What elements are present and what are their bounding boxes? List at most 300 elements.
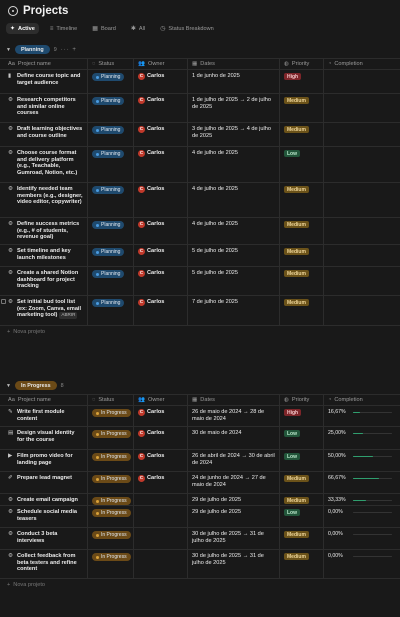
cell-dates[interactable] [188, 506, 280, 527]
project-name-wrap [8, 409, 83, 422]
gear-icon: ⚙ [8, 186, 14, 192]
project-name [17, 409, 83, 422]
project-name-text: Design visual identity for the course [17, 430, 75, 443]
status-badge [92, 531, 131, 539]
cell-dates[interactable] [188, 296, 280, 325]
completion [328, 531, 396, 538]
column-header-owner[interactable] [134, 395, 188, 405]
progress-bar [353, 500, 392, 502]
owner-name: Carlos [147, 248, 165, 255]
status-badge [92, 453, 131, 461]
cell-status[interactable] [88, 427, 134, 449]
status-dot-icon [96, 500, 99, 503]
cell-owner[interactable] [134, 123, 188, 146]
cell-status[interactable] [88, 123, 134, 146]
owner [138, 299, 164, 306]
progress-bar [353, 556, 392, 558]
bookmark-icon: ▮ [8, 73, 12, 79]
column-header-label: Dates [200, 397, 215, 403]
status-label: Planning [101, 74, 121, 80]
completion-percent: 25,00% [328, 430, 346, 436]
cell-project-name[interactable] [0, 183, 88, 217]
status-label: Planning [101, 151, 121, 157]
column-header-label: Project name [17, 61, 51, 67]
all-icon: ✱ [130, 26, 136, 32]
status-label: Planning [101, 249, 121, 255]
cell-owner[interactable] [134, 267, 188, 295]
cell-status[interactable] [88, 70, 134, 93]
gear-icon: ⚙ [8, 553, 14, 559]
status-dot-icon [96, 433, 99, 436]
cell-priority[interactable] [280, 450, 324, 471]
cell-project-name[interactable] [0, 94, 88, 122]
cell-priority[interactable] [280, 183, 324, 217]
cell-status[interactable] [88, 218, 134, 244]
table-row[interactable] [0, 296, 400, 326]
owner-name: Carlos [147, 299, 165, 306]
table-row[interactable] [0, 494, 400, 506]
owner [138, 73, 164, 80]
column-header-name[interactable] [0, 395, 88, 405]
view-tab-active[interactable] [6, 23, 39, 34]
cell-project-name[interactable] [0, 147, 88, 182]
column-header-completion[interactable] [324, 395, 400, 405]
progress-bar-fill [353, 478, 379, 480]
table-row[interactable] [0, 550, 400, 579]
view-tab-status-breakdown[interactable] [156, 23, 218, 34]
owner [138, 475, 164, 482]
table-row[interactable] [0, 245, 400, 267]
date-range: 29 de julho de 2025 [192, 509, 242, 515]
completion-percent: 16,67% [328, 409, 346, 415]
owner-name: Carlos [147, 150, 165, 157]
cell-project-name[interactable] [0, 472, 88, 493]
status-dot-icon [96, 273, 99, 276]
cell-project-name[interactable] [0, 494, 88, 505]
plus-icon: + [7, 329, 11, 335]
new-project-button[interactable] [0, 326, 400, 338]
priority-badge: Medium [284, 221, 309, 228]
cell-status[interactable] [88, 245, 134, 266]
cell-dates[interactable] [188, 406, 280, 426]
cell-project-name[interactable] [0, 506, 88, 527]
priority-badge: Medium [284, 126, 309, 133]
cell-priority[interactable] [280, 218, 324, 244]
status-label: In Progress [101, 476, 127, 482]
cell-priority[interactable] [280, 296, 324, 325]
cell-dates[interactable] [188, 183, 280, 217]
avatar: C [139, 150, 144, 156]
status-dot-icon [96, 478, 99, 481]
cell-dates[interactable] [188, 267, 280, 295]
priority-badge: Low [284, 430, 300, 437]
column-header-label: Status [98, 61, 115, 67]
pencil-icon: ✎ [8, 409, 13, 415]
cell-owner[interactable] [134, 450, 188, 471]
cell-project-name[interactable] [0, 528, 88, 549]
cell-priority[interactable] [280, 550, 324, 578]
priority-badge: Low [284, 150, 300, 157]
column-header-label: Status [98, 397, 115, 403]
cell-project-name[interactable] [0, 427, 88, 449]
cell-owner[interactable] [134, 550, 188, 578]
owner [138, 248, 164, 255]
cell-project-name[interactable] [0, 70, 88, 93]
project-name-text: Identify needed team members (e.g., designer, video editor, copywriter) [17, 186, 83, 206]
cell-completion [324, 267, 400, 295]
project-name [17, 248, 83, 261]
owner-name: Carlos [147, 475, 165, 482]
project-name-wrap [8, 126, 83, 139]
gear-icon: ⚙ [8, 270, 14, 276]
avatar: C [139, 409, 144, 415]
status-dot-icon [96, 189, 99, 192]
owner-icon: 👥 [138, 397, 145, 403]
view-tab-board[interactable] [88, 23, 120, 34]
project-name-wrap [8, 150, 83, 176]
view-tab-all[interactable] [127, 23, 149, 34]
cell-project-name[interactable] [0, 450, 88, 471]
completion-percent: 66,67% [328, 475, 346, 481]
completion-percent: 0,00% [328, 509, 343, 515]
project-name-wrap [8, 270, 83, 290]
status-badge [92, 475, 131, 483]
cell-dates[interactable] [188, 450, 280, 471]
date-range: 1 de junho de 2025 [192, 73, 240, 79]
cell-status[interactable] [88, 450, 134, 471]
table-row[interactable] [0, 472, 400, 494]
column-header-dates[interactable] [188, 59, 280, 69]
cell-status[interactable] [88, 94, 134, 122]
video-icon: ▶ [8, 453, 13, 459]
column-header-owner[interactable] [134, 59, 188, 69]
status-label: Planning [101, 271, 121, 277]
date-range: 3 de julho de 2025 → 4 de julho de 2025 [192, 126, 271, 139]
cell-owner[interactable] [134, 94, 188, 122]
project-name-text: Film promo video for landing page [17, 453, 73, 466]
project-name-text: Create email campaign [17, 497, 78, 503]
cell-dates[interactable] [188, 70, 280, 93]
cell-dates[interactable] [188, 147, 280, 182]
project-name [17, 430, 83, 443]
priority-badge: Medium [284, 248, 309, 255]
status-label: Planning [101, 222, 121, 228]
status-dot-icon [96, 251, 99, 254]
table-row[interactable] [0, 183, 400, 218]
project-name-text: Choose course format and delivery platform (e.g., Teachable, Gumroad, Notion, etc.) [17, 150, 78, 176]
project-name-wrap [8, 221, 83, 241]
owner [138, 97, 164, 104]
cell-owner[interactable] [134, 245, 188, 266]
owner [138, 126, 164, 133]
avatar: C [139, 453, 144, 459]
cell-project-name[interactable] [0, 123, 88, 146]
cell-status[interactable] [88, 506, 134, 527]
status-badge [92, 73, 124, 81]
date-range: 26 de abril de 2024 → 30 de abril de 2024 [192, 453, 275, 466]
view-tab-label: Timeline [56, 25, 78, 32]
cell-status[interactable] [88, 528, 134, 549]
cell-owner[interactable] [134, 147, 188, 182]
priority-badge: Medium [284, 299, 309, 306]
cell-owner[interactable] [134, 528, 188, 549]
status-label: In Progress [101, 510, 127, 516]
open-button[interactable]: ABRIR [61, 312, 76, 318]
cell-project-name[interactable] [0, 296, 88, 325]
table-row[interactable] [0, 267, 400, 296]
progress-bar [353, 478, 392, 480]
cell-dates[interactable] [188, 494, 280, 505]
cell-status[interactable] [88, 472, 134, 493]
gear-icon: ⚙ [8, 248, 14, 254]
comp-icon: ◔ [328, 61, 332, 67]
project-name-wrap [8, 509, 83, 522]
project-name-wrap [8, 97, 83, 117]
column-header-status[interactable] [88, 395, 134, 405]
date-range: 30 de julho de 2025 → 31 de julho de 2025 [192, 531, 264, 544]
status-label: In Progress [101, 454, 127, 460]
cell-status[interactable] [88, 550, 134, 578]
table-row[interactable] [0, 123, 400, 147]
table-row[interactable] [0, 94, 400, 123]
status-dot-icon [96, 412, 99, 415]
project-name [17, 475, 72, 482]
column-header-completion[interactable] [324, 59, 400, 69]
table-header-row [0, 58, 400, 70]
priority-badge: Medium [284, 531, 309, 538]
owner [138, 221, 164, 228]
cell-priority[interactable] [280, 494, 324, 505]
owner [138, 453, 164, 460]
cell-owner[interactable] [134, 218, 188, 244]
project-name [17, 509, 83, 522]
column-header-name[interactable] [0, 59, 88, 69]
avatar: C [139, 221, 144, 227]
status-badge [92, 270, 124, 278]
dates-icon: ▦ [192, 61, 198, 67]
project-name [17, 299, 83, 319]
cell-project-name[interactable] [0, 267, 88, 295]
project-name-text: Create a shared Notion dashboard for project tracking [17, 270, 79, 290]
group-header-progress[interactable] [6, 381, 64, 390]
caret-down-icon[interactable]: ▼ [6, 382, 11, 389]
cell-priority[interactable] [280, 472, 324, 493]
status-label: Planning [101, 127, 121, 133]
table-row[interactable] [0, 70, 400, 94]
progress-bar [353, 456, 392, 458]
table-row[interactable] [0, 427, 400, 450]
table-row[interactable] [0, 218, 400, 245]
gear-icon: ⚙ [8, 150, 14, 156]
cell-status[interactable] [88, 296, 134, 325]
avatar: C [139, 430, 144, 436]
completion [328, 430, 396, 437]
status-badge [92, 299, 124, 307]
cell-dates[interactable] [188, 528, 280, 549]
cell-completion [324, 450, 400, 471]
cell-dates[interactable] [188, 245, 280, 266]
cell-owner[interactable] [134, 506, 188, 527]
status-label: In Progress [101, 410, 127, 416]
cell-owner[interactable] [134, 406, 188, 426]
cell-completion [324, 528, 400, 549]
project-name-wrap [8, 497, 78, 504]
row-checkbox[interactable] [1, 299, 6, 304]
owner-name: Carlos [147, 453, 165, 460]
cell-project-name[interactable] [0, 406, 88, 426]
cell-dates[interactable] [188, 94, 280, 122]
page-title: Projects [23, 5, 69, 17]
priority-badge: Low [284, 453, 300, 460]
status-icon: ◌ [92, 397, 96, 403]
cell-owner[interactable] [134, 296, 188, 325]
progress-bar [353, 512, 392, 514]
cell-priority[interactable] [280, 245, 324, 266]
project-name [17, 126, 83, 139]
progress-bar-fill [353, 412, 360, 414]
status-dot-icon [96, 100, 99, 103]
status-dot-icon [96, 534, 99, 537]
cell-project-name[interactable] [0, 245, 88, 266]
cell-completion [324, 406, 400, 426]
cell-priority[interactable] [280, 147, 324, 182]
project-name-text: Draft learning objectives and course outline [17, 126, 83, 139]
cell-dates[interactable] [188, 472, 280, 493]
cell-status[interactable] [88, 267, 134, 295]
status-badge [92, 497, 131, 505]
cell-priority[interactable] [280, 94, 324, 122]
doc-icon: ▤ [8, 430, 14, 436]
cell-dates[interactable] [188, 550, 280, 578]
avatar: C [139, 475, 144, 481]
cell-completion [324, 245, 400, 266]
priority-badge: High [284, 73, 301, 80]
cell-dates[interactable] [188, 123, 280, 146]
status-dot-icon [96, 129, 99, 132]
cell-completion [324, 494, 400, 505]
cell-owner[interactable] [134, 472, 188, 493]
project-name-wrap [8, 430, 83, 443]
cell-status[interactable] [88, 147, 134, 182]
view-tabs [6, 23, 218, 34]
priority-badge: Medium [284, 97, 309, 104]
cell-dates[interactable] [188, 218, 280, 244]
date-range: 4 de julho de 2025 [192, 186, 239, 192]
cell-project-name[interactable] [0, 218, 88, 244]
table-row[interactable] [0, 506, 400, 528]
table-row[interactable] [0, 406, 400, 427]
group-count: 8 [60, 382, 64, 389]
cell-completion [324, 472, 400, 493]
date-range: 24 de junho de 2024 → 27 de maio de 2024 [192, 475, 266, 488]
cell-owner[interactable] [134, 183, 188, 217]
status-dot-icon [96, 512, 99, 515]
cell-priority[interactable] [280, 427, 324, 449]
project-name [17, 531, 83, 544]
project-name-text: Prepare lead magnet [17, 475, 73, 481]
view-tab-label: All [138, 25, 146, 32]
status-label: In Progress [101, 498, 127, 504]
timeline-icon: ≡ [49, 25, 54, 32]
project-name-text: Research competitors and similar online courses [17, 97, 76, 117]
cell-status[interactable] [88, 183, 134, 217]
cell-owner[interactable] [134, 494, 188, 505]
pen-icon: ✐ [8, 475, 13, 481]
cell-status[interactable] [88, 494, 134, 505]
avatar: C [139, 248, 144, 254]
clock-icon: ◷ [160, 26, 166, 32]
cell-priority[interactable] [280, 528, 324, 549]
owner [138, 150, 164, 157]
project-name-wrap [8, 453, 83, 466]
new-project-button[interactable] [0, 579, 400, 591]
target-icon [8, 6, 18, 16]
progress-bar-fill [353, 500, 366, 502]
group-count: 9 [53, 46, 57, 53]
column-header-label: Completion [334, 397, 363, 403]
gear-icon: ⚙ [8, 497, 14, 503]
date-range: 5 de julho de 2025 [192, 270, 239, 276]
completion [328, 553, 396, 560]
progress-bar [353, 412, 392, 414]
cell-dates[interactable] [188, 427, 280, 449]
status-label: Planning [101, 187, 121, 193]
cell-status[interactable] [88, 406, 134, 426]
project-name-text: Conduct 3 beta interviews [17, 531, 58, 544]
cell-project-name[interactable] [0, 550, 88, 578]
gear-icon: ⚙ [8, 221, 14, 227]
priority-badge: Medium [284, 497, 309, 504]
cell-priority[interactable] [280, 267, 324, 295]
cell-priority[interactable] [280, 70, 324, 93]
project-name-wrap [8, 553, 83, 573]
avatar: C [139, 299, 144, 305]
cell-priority[interactable] [280, 506, 324, 527]
cell-completion [324, 218, 400, 244]
owner-name: Carlos [147, 430, 165, 437]
cell-priority[interactable] [280, 406, 324, 426]
view-tab-label: Status Breakdown [168, 25, 214, 32]
cell-owner[interactable] [134, 70, 188, 93]
table-row[interactable] [0, 147, 400, 183]
status-badge [92, 509, 131, 517]
cell-completion [324, 183, 400, 217]
status-badge [92, 126, 124, 134]
avatar: C [139, 97, 144, 103]
date-range: 4 de julho de 2025 [192, 221, 239, 227]
cell-priority[interactable] [280, 123, 324, 146]
group-actions[interactable]: ··· + [60, 46, 77, 53]
table-row[interactable] [0, 528, 400, 550]
cell-owner[interactable] [134, 427, 188, 449]
status-label: In Progress [101, 532, 127, 538]
view-tab-timeline[interactable] [46, 24, 81, 34]
column-header-priority[interactable] [280, 395, 324, 405]
cell-completion [324, 550, 400, 578]
caret-down-icon[interactable]: ▼ [6, 46, 11, 53]
column-header-status[interactable] [88, 59, 134, 69]
status-badge [92, 409, 131, 417]
column-header-dates[interactable] [188, 395, 280, 405]
completion [328, 509, 396, 516]
group-header-planning[interactable] [6, 45, 77, 54]
column-header-priority[interactable] [280, 59, 324, 69]
table-row[interactable] [0, 450, 400, 472]
project-name-text: Collect feedback from beta testers and refine content [17, 553, 77, 573]
status-label: In Progress [101, 431, 127, 437]
column-header-label: Project name [17, 397, 51, 403]
plus-icon: + [7, 582, 11, 588]
